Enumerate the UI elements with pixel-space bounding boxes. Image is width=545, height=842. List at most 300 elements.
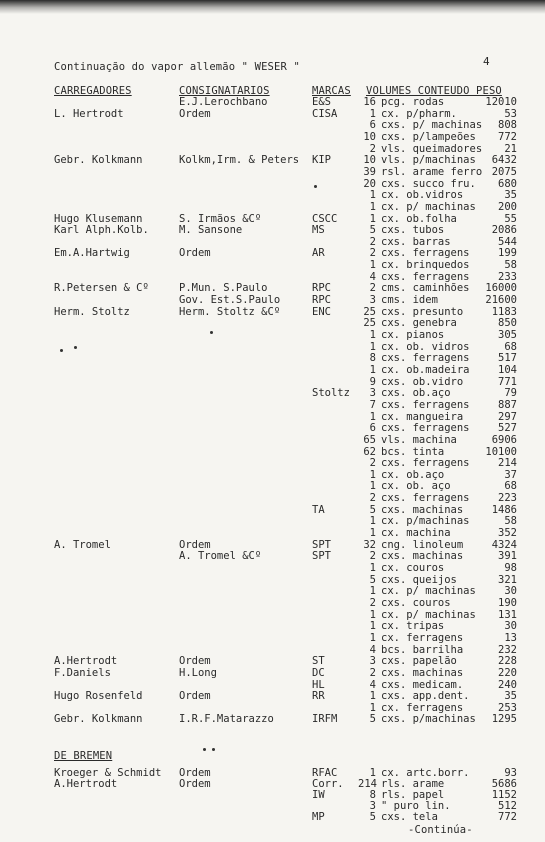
shipper-cell: L. Hertrodt xyxy=(54,107,124,120)
weight-cell: 887 xyxy=(498,398,517,411)
table-row xyxy=(0,259,545,271)
weight-cell: 680 xyxy=(498,177,517,190)
description-cell: cxs. machinas xyxy=(381,503,464,516)
table-row xyxy=(0,690,545,702)
description-cell: cxs. couros xyxy=(381,596,451,609)
section-label-bremen: DE BREMEN xyxy=(54,750,113,762)
quantity-cell: 2 xyxy=(369,596,376,609)
description-cell: cxs. tubos xyxy=(381,224,445,237)
description-cell: cx. ferragens xyxy=(381,631,464,644)
page-number: 4 xyxy=(483,55,490,68)
mark-cell: RPC xyxy=(312,282,331,295)
table-row xyxy=(0,108,545,120)
quantity-cell: 25 xyxy=(363,317,376,330)
quantity-cell: 65 xyxy=(363,433,376,446)
weight-cell: 35 xyxy=(504,189,517,202)
weight-cell: 772 xyxy=(498,811,517,823)
table-row xyxy=(0,387,545,399)
quantity-cell: 1 xyxy=(369,410,376,423)
weight-cell: 21600 xyxy=(485,294,517,307)
table-row xyxy=(0,492,545,504)
description-cell: cx. p/pharm. xyxy=(381,107,457,120)
weight-cell: 68 xyxy=(504,340,517,353)
shipper-cell: Hugo Rosenfeld xyxy=(54,690,143,703)
description-cell: vls. machina xyxy=(381,433,457,446)
quantity-cell: 1 xyxy=(369,363,376,376)
weight-cell: 6432 xyxy=(491,154,517,167)
mark-cell: SPT xyxy=(312,538,331,551)
weight-cell: 5686 xyxy=(491,778,517,790)
description-cell: cxs. ferragens xyxy=(381,270,470,283)
table-row xyxy=(0,480,545,492)
description-cell: cxs. ferragens xyxy=(381,457,470,470)
weight-cell: 10100 xyxy=(485,445,517,458)
mark-cell: Stoltz xyxy=(312,387,350,400)
table-row xyxy=(0,655,545,667)
quantity-cell: 2 xyxy=(369,550,376,563)
description-cell: cxs. ob.vidro xyxy=(381,375,464,388)
table-row xyxy=(0,411,545,423)
quantity-cell: 2 xyxy=(369,666,376,679)
weight-cell: 98 xyxy=(504,562,517,574)
quantity-cell: 6 xyxy=(369,119,376,132)
weight-cell: 527 xyxy=(498,422,517,435)
description-cell: cx. ferragens xyxy=(381,701,464,714)
mark-cell: MS xyxy=(312,224,325,237)
description-cell: cx. couros xyxy=(381,562,445,574)
table-row xyxy=(0,282,545,294)
table-row xyxy=(0,515,545,527)
ink-speck xyxy=(203,748,206,751)
quantity-cell: 1 xyxy=(369,329,376,341)
description-cell: cms. caminhões xyxy=(381,282,470,295)
quantity-cell: 20 xyxy=(363,177,376,190)
mark-cell: IW xyxy=(312,789,325,801)
weight-cell: 220 xyxy=(498,666,517,679)
weight-cell: 93 xyxy=(504,767,517,779)
quantity-cell: 3 xyxy=(369,387,376,400)
shipper-cell: A. Tromel xyxy=(54,538,111,551)
consignee-cell: Ordem xyxy=(179,690,211,703)
consignee-cell: Ordem xyxy=(179,767,211,779)
mark-cell: RR xyxy=(312,690,325,703)
quantity-cell: 1 xyxy=(369,107,376,120)
weight-cell: 232 xyxy=(498,643,517,656)
quantity-cell: 32 xyxy=(363,538,376,551)
mark-cell: AR xyxy=(312,247,325,260)
mark-cell: E&S xyxy=(312,96,331,108)
table-row xyxy=(0,597,545,609)
description-cell: cxs. machinas xyxy=(381,666,464,679)
ink-speck xyxy=(74,346,77,349)
weight-cell: 30 xyxy=(504,585,517,598)
quantity-cell: 1 xyxy=(369,200,376,213)
table-row xyxy=(0,96,545,108)
quantity-cell: 1 xyxy=(369,767,376,779)
weight-cell: 58 xyxy=(504,259,517,272)
table-row xyxy=(0,178,545,190)
shipper-cell: Hugo Klusemann xyxy=(54,212,143,225)
description-cell: bcs. barrilha xyxy=(381,643,464,656)
quantity-cell: 214 xyxy=(358,778,377,790)
description-cell: cxs. ferragens xyxy=(381,492,470,505)
weight-cell: 55 xyxy=(504,212,517,225)
description-cell: cxs. ferragens xyxy=(381,422,470,435)
quantity-cell: 1 xyxy=(369,585,376,598)
weight-cell: 2086 xyxy=(491,224,517,237)
header-consignees: CONSIGNATARIOS xyxy=(179,85,270,97)
document-title: Continuação do vapor allemão " WESER " xyxy=(54,61,300,73)
quantity-cell: 5 xyxy=(369,224,376,237)
table-row xyxy=(0,469,545,481)
description-cell: cx. ob.vidros xyxy=(381,189,464,202)
weight-cell: 214 xyxy=(498,457,517,470)
shipper-cell: A.Hertrodt xyxy=(54,655,118,668)
table-row xyxy=(0,446,545,458)
description-cell: cx. machina xyxy=(381,527,451,540)
table-row xyxy=(0,562,545,574)
mark-cell: SPT xyxy=(312,550,331,563)
table-row xyxy=(0,329,545,341)
quantity-cell: 7 xyxy=(369,398,376,411)
mark-cell: RPC xyxy=(312,294,331,307)
table-row xyxy=(0,632,545,644)
description-cell: cxs. tela xyxy=(381,811,438,823)
mark-cell: Corr. xyxy=(312,778,344,790)
description-cell: cxs. ferragens xyxy=(381,352,470,365)
quantity-cell: 5 xyxy=(369,573,376,586)
weight-cell: 199 xyxy=(498,247,517,260)
description-cell: cxs. barras xyxy=(381,235,451,248)
table-row xyxy=(0,131,545,143)
description-cell: cx. ob. aço xyxy=(381,480,451,493)
quantity-cell: 10 xyxy=(363,130,376,143)
weight-cell: 104 xyxy=(498,363,517,376)
table-row xyxy=(0,213,545,225)
quantity-cell: 6 xyxy=(369,422,376,435)
table-row xyxy=(0,341,545,353)
consignee-cell: M. Sansone xyxy=(179,224,243,237)
weight-cell: 228 xyxy=(498,655,517,668)
weight-cell: 253 xyxy=(498,701,517,714)
weight-cell: 850 xyxy=(498,317,517,330)
consignee-cell: Ordem xyxy=(179,655,211,668)
weight-cell: 21 xyxy=(504,142,517,155)
quantity-cell: 1 xyxy=(369,189,376,202)
table-row xyxy=(0,352,545,364)
weight-cell: 190 xyxy=(498,596,517,609)
description-cell: cx. ob.folha xyxy=(381,212,457,225)
consignee-cell: E.J.Lerochbano xyxy=(179,96,268,108)
shipper-cell: Gebr. Kolkmann xyxy=(54,154,143,167)
weight-cell: 79 xyxy=(504,387,517,400)
mark-cell: HL xyxy=(312,678,325,691)
mark-cell: RFAC xyxy=(312,767,338,779)
shipper-cell: Em.A.Hartwig xyxy=(54,247,130,260)
consignee-cell: Ordem xyxy=(179,778,211,790)
consignee-cell: Ordem xyxy=(179,247,211,260)
weight-cell: 297 xyxy=(498,410,517,423)
description-cell: cxs. genebra xyxy=(381,317,457,330)
weight-cell: 37 xyxy=(504,468,517,481)
quantity-cell: 3 xyxy=(369,655,376,668)
description-cell: cx. p/ machinas xyxy=(381,585,476,598)
table-row xyxy=(0,399,545,411)
weight-cell: 1295 xyxy=(491,713,517,726)
consignee-cell: Ordem xyxy=(179,107,211,120)
description-cell: cxs. succo fru. xyxy=(381,177,476,190)
table-row xyxy=(0,422,545,434)
quantity-cell: 1 xyxy=(369,631,376,644)
description-cell: cx. pianos xyxy=(381,329,445,341)
quantity-cell: 1 xyxy=(369,527,376,540)
quantity-cell: 1 xyxy=(369,480,376,493)
quantity-cell: 4 xyxy=(369,270,376,283)
shipper-cell: Herm. Stoltz xyxy=(54,305,130,318)
table-row xyxy=(0,574,545,586)
description-cell: cxs. ferragens xyxy=(381,398,470,411)
consignee-cell: A. Tromel &Cº xyxy=(179,550,262,563)
table-row xyxy=(0,702,545,714)
table-row xyxy=(0,644,545,656)
description-cell: cxs. queijos xyxy=(381,573,457,586)
description-cell: " puro lin. xyxy=(381,800,451,812)
weight-cell: 6906 xyxy=(491,433,517,446)
table-row xyxy=(0,306,545,318)
header-marks: MARCAS xyxy=(312,85,351,97)
description-cell: cxs. p/lampeões xyxy=(381,130,476,143)
weight-cell: 2075 xyxy=(491,165,517,178)
weight-cell: 53 xyxy=(504,107,517,120)
consignee-cell: Ordem xyxy=(179,538,211,551)
table-row xyxy=(0,364,545,376)
description-cell: cng. linoleum xyxy=(381,538,464,551)
consignee-cell: Herm. Stoltz &Cº xyxy=(179,305,281,318)
consignee-cell: Kolkm,Irm. & Peters xyxy=(179,154,300,167)
description-cell: cms. idem xyxy=(381,294,438,307)
weight-cell: 305 xyxy=(498,329,517,341)
description-cell: rls. arame xyxy=(381,778,445,790)
description-cell: cx. artc.borr. xyxy=(381,767,470,779)
description-cell: vls. queimadores xyxy=(381,142,483,155)
description-cell: cxs. ferragens xyxy=(381,247,470,260)
weight-cell: 1152 xyxy=(491,789,517,801)
quantity-cell: 5 xyxy=(369,503,376,516)
mark-cell: MP xyxy=(312,811,325,823)
quantity-cell: 2 xyxy=(369,457,376,470)
weight-cell: 240 xyxy=(498,678,517,691)
weight-cell: 200 xyxy=(498,200,517,213)
shipper-cell: A.Hertrodt xyxy=(54,778,118,790)
table-row xyxy=(0,550,545,562)
weight-cell: 321 xyxy=(498,573,517,586)
description-cell: rls. papel xyxy=(381,789,445,801)
description-cell: cx. ob. vidros xyxy=(381,340,470,353)
quantity-cell: 2 xyxy=(369,142,376,155)
quantity-cell: 8 xyxy=(369,352,376,365)
description-cell: vls. p/machinas xyxy=(381,154,476,167)
quantity-cell: 62 xyxy=(363,445,376,458)
weight-cell: 391 xyxy=(498,550,517,563)
weight-cell: 352 xyxy=(498,527,517,540)
quantity-cell: 3 xyxy=(369,800,376,812)
table-row xyxy=(0,434,545,446)
description-cell: pcg. rodas xyxy=(381,96,445,108)
weight-cell: 131 xyxy=(498,608,517,621)
description-cell: cx. p/ machinas xyxy=(381,200,476,213)
description-cell: cxs. p/ machinas xyxy=(381,119,483,132)
quantity-cell: 1 xyxy=(369,468,376,481)
table-row xyxy=(0,609,545,621)
quantity-cell: 3 xyxy=(369,294,376,307)
description-cell: cx. brinquedos xyxy=(381,259,470,272)
description-cell: cx. p/machinas xyxy=(381,515,470,528)
table-row xyxy=(0,247,545,259)
description-cell: cx. mangueira xyxy=(381,410,464,423)
mark-cell: CISA xyxy=(312,107,338,120)
table-row xyxy=(0,457,545,469)
description-cell: cx. ob.madeira xyxy=(381,363,470,376)
table-row xyxy=(0,679,545,691)
table-row xyxy=(0,154,545,166)
quantity-cell: 2 xyxy=(369,235,376,248)
quantity-cell: 1 xyxy=(369,690,376,703)
description-cell: cx. tripas xyxy=(381,620,445,633)
mark-cell: KIP xyxy=(312,154,331,167)
mark-cell: ST xyxy=(312,655,325,668)
weight-cell: 12010 xyxy=(485,96,517,108)
table-row xyxy=(0,620,545,632)
mark-cell: ENC xyxy=(312,305,331,318)
description-cell: cxs. machinas xyxy=(381,550,464,563)
consignee-cell: Gov. Est.S.Paulo xyxy=(179,294,281,307)
shipper-cell: R.Petersen & Cº xyxy=(54,282,149,295)
table-row xyxy=(0,294,545,306)
quantity-cell: 5 xyxy=(369,713,376,726)
table-row xyxy=(0,713,545,725)
quantity-cell: 1 xyxy=(369,620,376,633)
header-volumes: VOLUMES CONTEUDO PESO xyxy=(366,85,502,97)
table-row xyxy=(0,271,545,283)
shipper-cell: F.Daniels xyxy=(54,666,111,679)
quantity-cell: 9 xyxy=(369,375,376,388)
table-row xyxy=(0,504,545,516)
header-shippers: CARREGADORES xyxy=(54,85,132,97)
description-cell: cxs. medicam. xyxy=(381,678,464,691)
ink-speck xyxy=(314,185,317,188)
table-row xyxy=(0,119,545,131)
table-row xyxy=(0,527,545,539)
quantity-cell: 2 xyxy=(369,247,376,260)
table-row xyxy=(0,811,545,823)
scan-edge-shadow xyxy=(0,0,545,14)
weight-cell: 1183 xyxy=(491,305,517,318)
quantity-cell: 2 xyxy=(369,282,376,295)
ink-speck xyxy=(60,349,63,352)
weight-cell: 68 xyxy=(504,480,517,493)
weight-cell: 771 xyxy=(498,375,517,388)
mark-cell: DC xyxy=(312,666,325,679)
quantity-cell: 25 xyxy=(363,305,376,318)
description-cell: cxs. app.dent. xyxy=(381,690,470,703)
quantity-cell: 4 xyxy=(369,643,376,656)
quantity-cell: 39 xyxy=(363,165,376,178)
description-cell: cxs. papelão xyxy=(381,655,457,668)
table-row xyxy=(0,539,545,551)
quantity-cell: 8 xyxy=(369,789,376,801)
table-row xyxy=(0,236,545,248)
weight-cell: 544 xyxy=(498,235,517,248)
weight-cell: 16000 xyxy=(485,282,517,295)
shipper-cell: Kroeger & Schmidt xyxy=(54,767,162,779)
table-row xyxy=(0,376,545,388)
table-row xyxy=(0,317,545,329)
table-row xyxy=(0,166,545,178)
weight-cell: 517 xyxy=(498,352,517,365)
consignee-cell: S. Irmãos &Cº xyxy=(179,212,262,225)
description-cell: cxs. p/machinas xyxy=(381,713,476,726)
quantity-cell: 1 xyxy=(369,608,376,621)
quantity-cell: 1 xyxy=(369,701,376,714)
quantity-cell: 4 xyxy=(369,678,376,691)
mark-cell: CSCC xyxy=(312,212,338,225)
weight-cell: 4324 xyxy=(491,538,517,551)
consignee-cell: I.R.F.Matarazzo xyxy=(179,713,274,726)
description-cell: bcs. tinta xyxy=(381,445,445,458)
table-row xyxy=(0,585,545,597)
shipper-cell: Karl Alph.Kolb. xyxy=(54,224,149,237)
shipper-cell: Gebr. Kolkmann xyxy=(54,713,143,726)
ink-speck xyxy=(210,331,213,334)
quantity-cell: 1 xyxy=(369,259,376,272)
weight-cell: 1486 xyxy=(491,503,517,516)
weight-cell: 233 xyxy=(498,270,517,283)
weight-cell: 772 xyxy=(498,130,517,143)
weight-cell: 58 xyxy=(504,515,517,528)
description-cell: rsl. arame ferro xyxy=(381,165,483,178)
continues-note: -Continúa- xyxy=(408,824,473,836)
table-row xyxy=(0,224,545,236)
table-row xyxy=(0,201,545,213)
description-cell: cx. ob.aço xyxy=(381,468,445,481)
quantity-cell: 5 xyxy=(369,811,376,823)
quantity-cell: 2 xyxy=(369,492,376,505)
weight-cell: 512 xyxy=(498,800,517,812)
consignee-cell: P.Mun. S.Paulo xyxy=(179,282,268,295)
weight-cell: 808 xyxy=(498,119,517,132)
mark-cell: IRFM xyxy=(312,713,338,726)
weight-cell: 35 xyxy=(504,690,517,703)
weight-cell: 13 xyxy=(504,631,517,644)
table-row xyxy=(0,189,545,201)
quantity-cell: 1 xyxy=(369,562,376,574)
description-cell: cxs. presunto xyxy=(381,305,464,318)
table-row xyxy=(0,143,545,155)
consignee-cell: H.Long xyxy=(179,666,217,679)
mark-cell: TA xyxy=(312,503,325,516)
description-cell: cxs. ob.aço xyxy=(381,387,451,400)
description-cell: cx. p/ machinas xyxy=(381,608,476,621)
quantity-cell: 16 xyxy=(363,96,376,108)
quantity-cell: 10 xyxy=(363,154,376,167)
quantity-cell: 1 xyxy=(369,515,376,528)
quantity-cell: 1 xyxy=(369,340,376,353)
quantity-cell: 1 xyxy=(369,212,376,225)
weight-cell: 30 xyxy=(504,620,517,633)
weight-cell: 223 xyxy=(498,492,517,505)
ink-speck xyxy=(212,748,215,751)
table-row xyxy=(0,667,545,679)
